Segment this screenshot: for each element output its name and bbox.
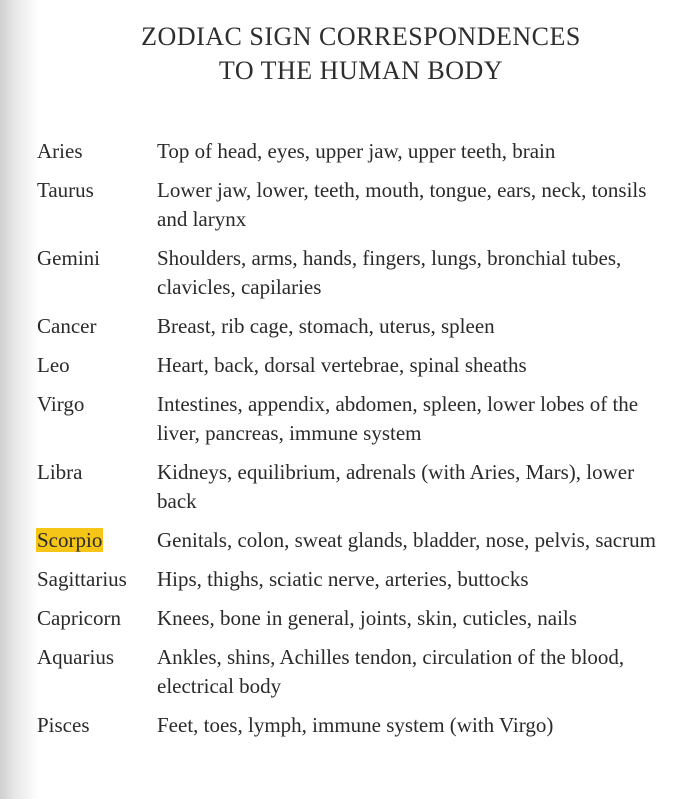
sign-cell	[36, 312, 157, 341]
sign-label: Sagittarius	[37, 567, 127, 591]
highlighted-sign-label: Scorpio	[37, 528, 103, 552]
body-parts-cell: Kidneys, equilibrium, adrenals (with Aries, Mars), lower back	[157, 460, 635, 513]
table-row	[36, 244, 666, 302]
page-title	[0, 20, 682, 88]
table-row	[36, 711, 666, 740]
body-parts-cell: Lower jaw, lower, teeth, mouth, tongue, ears, neck, tonsils and larynx	[157, 178, 647, 231]
body-parts-cell: Shoulders, arms, hands, fingers, lungs, bronchial tubes, clavicles, capilaries	[157, 246, 622, 299]
sign-cell	[36, 565, 157, 594]
table-row	[36, 312, 666, 341]
table-row	[36, 390, 666, 448]
sign-label: Aries	[37, 139, 83, 163]
table-row	[36, 643, 666, 701]
body-parts-cell: Heart, back, dorsal vertebrae, spinal sheaths	[157, 353, 527, 377]
sign-label: Cancer	[37, 314, 97, 338]
sign-cell	[36, 390, 157, 448]
title-line-2: TO THE HUMAN BODY	[218, 56, 504, 85]
sign-cell	[36, 604, 157, 633]
table-row	[36, 137, 666, 166]
sign-label: Aquarius	[37, 645, 114, 669]
sign-cell	[36, 643, 157, 701]
body-parts-cell: Top of head, eyes, upper jaw, upper teeth, brain	[157, 139, 556, 163]
table-row	[36, 176, 666, 234]
sign-label: Libra	[37, 460, 83, 484]
body-parts-cell: Genitals, colon, sweat glands, bladder, nose, pelvis, sacrum	[157, 528, 656, 552]
sign-label: Virgo	[37, 392, 85, 416]
sign-label: Gemini	[37, 246, 100, 270]
sign-label: Pisces	[37, 713, 90, 737]
body-parts-cell: Breast, rib cage, stomach, uterus, spleen	[157, 314, 495, 338]
correspondence-table	[36, 137, 666, 750]
sign-cell	[36, 711, 157, 740]
table-row	[36, 351, 666, 380]
table-row	[36, 604, 666, 633]
body-parts-cell: Ankles, shins, Achilles tendon, circulation of the blood, electrical body	[157, 645, 625, 698]
table-row	[36, 565, 666, 594]
sign-label: Taurus	[37, 178, 94, 202]
sign-cell	[36, 137, 157, 166]
body-parts-cell: Intestines, appendix, abdomen, spleen, lower lobes of the liver, pancreas, immune system	[157, 392, 639, 445]
body-parts-cell: Feet, toes, lymph, immune system (with Virgo)	[157, 713, 554, 737]
sign-label: Capricorn	[37, 606, 121, 630]
sign-cell	[36, 526, 157, 555]
body-parts-cell: Hips, thighs, sciatic nerve, arteries, buttocks	[157, 567, 529, 591]
table-row	[36, 526, 666, 555]
body-parts-cell: Knees, bone in general, joints, skin, cuticles, nails	[157, 606, 577, 630]
sign-label: Leo	[37, 353, 70, 377]
sign-cell	[36, 176, 157, 234]
sign-cell	[36, 244, 157, 302]
title-line-1: ZODIAC SIGN CORRESPONDENCES	[141, 22, 581, 51]
table-row	[36, 458, 666, 516]
sign-cell	[36, 458, 157, 516]
sign-cell	[36, 351, 157, 380]
page-gutter-shadow	[0, 0, 40, 799]
